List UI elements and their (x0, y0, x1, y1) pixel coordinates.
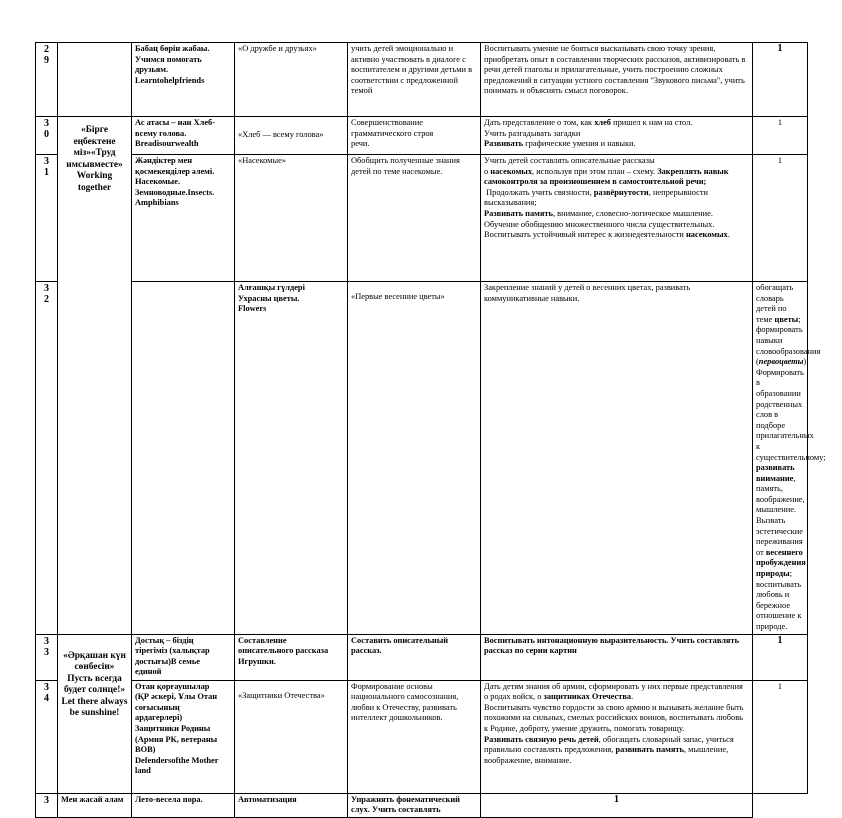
tasks-cell: обогащать словарь детей по теме цветы; формировать навыки словообразования (первоцветы). Формировать в образовании родственных слов в подборе прилагательных к существительному; развивать внимание, память, воображение, мышление. Вызвать эстетические переживания от весеннего пробуждения природы; воспитывать любовь и бережное отношение к природе. (753, 282, 808, 635)
goal-cell: Формирование основы национального самосознания, любви к Отечеству, развивать интеллект дошкольников. (348, 680, 481, 793)
hours-cell: 1 (481, 793, 753, 817)
goal-cell: Обобщить полученные знания детей по теме насекомые. (348, 155, 481, 282)
topic-cell: Алғашқы гүлдері Ухрасны цветы. Flowers (235, 282, 348, 635)
topic-cell: Отан қорғаушылар (ҚР әскері, Ұлы Отан соғысының ардагерлері) Защитники Родины (Армия РК, ветераны ВОВ) Defendersofthe Mother land (132, 680, 235, 793)
goal-cell: Совершенствование грамматического строя речи. (348, 117, 481, 155)
goal-cell: Закрепление знаний у детей о весенних цветах, развивать коммуникативные навыки. (481, 282, 753, 635)
lesson-number: 3 2 (36, 282, 58, 635)
table-row (36, 680, 808, 793)
lesson-number: 3 (36, 793, 58, 817)
activity-theme: «Насекомые» (235, 155, 348, 282)
tasks-cell: Дать представление о том, как хлеб пришел к нам на стол. Учить разгадывать загадки Развивать графические умения и навыки. (481, 117, 753, 155)
hours-cell: 1 (753, 634, 808, 680)
lesson-number: 2 9 (36, 43, 58, 117)
topic-cell: Достық – біздің тірегіміз (халықтар достығы)В семье единой (132, 634, 235, 680)
activity-theme: «Хлеб — всему голова» (235, 117, 348, 155)
theme-cell (58, 43, 132, 117)
lesson-number: 3 4 (36, 680, 58, 793)
theme-cell (132, 282, 235, 635)
activity-theme: Составление описательного рассказа Игрушки. (235, 634, 348, 680)
hours-cell: 1 (753, 680, 808, 793)
topic-cell: Мен жасай алам (58, 793, 132, 817)
goal-cell: учить детей эмоционально и активно участвовать в диалоге с воспитателем и другими детьми в соответствии с предложенной темой (348, 43, 481, 117)
tasks-cell: Дать детям знания об армии, сформировать у них первые представления о родах войск, о защитниках Отечества. Воспитывать чувство гордости за свою армию и вызывать желание быть похожими на сильных, смелых российских воинов, воспитывать любовь к Родине, доброту, умение дружить, помогать товарищу. Развивать связную речь детей, обогащать словарный запас, учиться правильно составлять предложения, развивать память, мышление, воображение, внимание. (481, 680, 753, 793)
lesson-number: 3 1 (36, 155, 58, 282)
lesson-plan-table (35, 42, 826, 818)
hours-cell: 1 (753, 117, 808, 155)
lesson-number: 3 0 (36, 117, 58, 155)
activity-theme: «Защитники Отечества» (235, 680, 348, 793)
activity-theme: Лето-весела пора. (132, 793, 235, 817)
topic-cell: Бабаң бөрін жабаы. Учимся помогать друзьям. Learntohelpfriends (132, 43, 235, 117)
theme-cell: «Бірге еңбектене міз»«Труд имсывместе» Working together (58, 117, 132, 635)
tasks-cell: Учить детей составлять описательные рассказы о насекомых, используя при этом план – схему. Закреплять навык самоконтроля за произношением в самостоятельной речи; Продолжать учить связности, развёрнутости, непрерывности высказывания; Развивать память, внимание, словесно-логическое мышление. Обучение обобщению множественного числа существительных. Воспитывать устойчивый интерес к жизнедеятельности насекомых. (481, 155, 753, 282)
theme-cell: «Әрқашан күн сөнбесін» Пусть всегда будет солнце!» Let there always be sunshine! (58, 634, 132, 793)
activity-theme: «О дружбе и друзьях» (235, 43, 348, 117)
goal-cell: Автоматизация (235, 793, 348, 817)
table-row (36, 43, 808, 117)
topic-cell: Ас атасы – нан Хлеб- всему голова. Breadisourwealth (132, 117, 235, 155)
activity-theme: «Первые весенние цветы» (348, 282, 481, 635)
table-row (36, 117, 808, 155)
table-row (36, 793, 808, 817)
tasks-cell: Упражнять фонематический слух. Учить составлять (348, 793, 481, 817)
tasks-cell: Воспитывать умение не бояться высказывать свою точку зрения, приобретать опыт в составлении творческих рассказов, активизировать в речи детей глаголы и прилагательные, учить построению сложных предложений в ситуации устного составления "Звукового письма", учить понимать и объяснять смысл поговорок. (481, 43, 753, 117)
table-row (36, 282, 808, 635)
topic-cell: Жәндіктер мен қосмекенділер әлемі. Насекомые. Земноводные.Insects. Amphibians (132, 155, 235, 282)
hours-cell: 1 (753, 155, 808, 282)
tasks-cell: Воспитывать интонационную выразительность. Учить составлять рассказ по серии картин (481, 634, 753, 680)
goal-cell: Составить описательный рассказ. (348, 634, 481, 680)
hours-cell: 1 (753, 43, 808, 117)
table-row (36, 155, 808, 282)
lesson-number: 3 3 (36, 634, 58, 680)
table-row (36, 634, 808, 680)
